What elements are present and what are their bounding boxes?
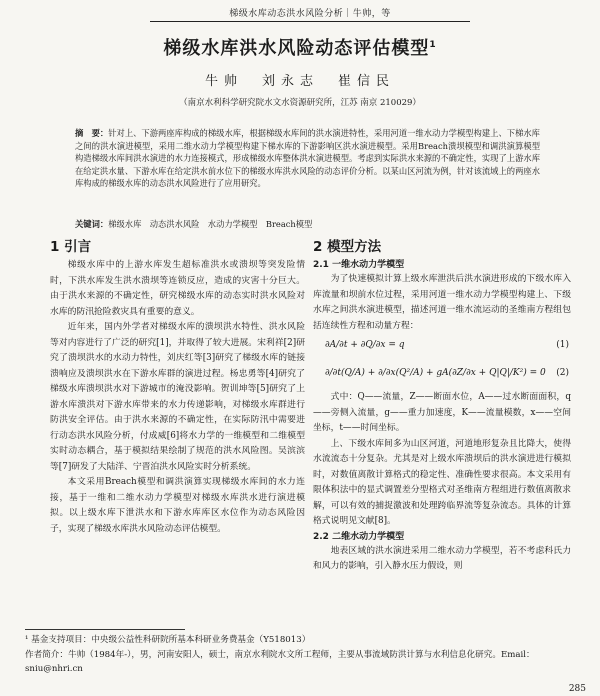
- model-1d-paragraph-1: 为了快速模拟计算上级水库泄洪后洪水演进形成的下级水库入库流量和坝前水位过程，采用河道一维水动力学模型构建上、下级水库之间洪水演进模型，描述河道一维水流运动的圣维南方程组包括连续性方程和动量方程：: [313, 274, 571, 331]
- equation-2-number: (2): [556, 368, 569, 378]
- model-1d-paragraph-3: 上、下级水库间多为山区河道，河道地形复杂且比降大，使得水流流态十分复杂。尤其是对上级水库溃坝后的洪水演进进行模拟时，对数值离散计算格式的稳定性、准确性要求很高。本文采用有限体积法中的显式调置差分型格式对圣维南方程组进行数值离散求解，可以有效的捕捉激波和处理跨临界流等复杂流态。具体的计算格式说明见文献[8]。: [313, 438, 571, 526]
- intro-paragraph-2: 近年来，国内外学者对梯级水库的溃坝洪水特性、洪水风险等对内容进行了广泛的研究[1]，并取得了较大进展。宋利祥[2]研究了溃坝洪水的水动力特性，刘庆红等[3]研究了梯级水库的链接溃响应及溃坝洪水在下游水库群的演进过程。杨忠勇等[4]研究了梯级水库溃坝洪水对下游城市的淹没影响。贺训坤等[5]研究了上游水库溃洪对下游水库带来的水力传递影响，对梯级水库群进行防洪安全评估。由于洪水来源的不确定性，在实际防汛中需要进行动态洪水风险分析，付成威[6]将水力学的一维模型和二维模型实时动态耦合，基于模拟结果绘制了规范的洪水风险图。吴滨滨等[7]研发了大陆洋、宁晋泊洪水风险实时分析系统。: [50, 322, 305, 472]
- right-column: [313, 236, 571, 575]
- keywords-label: 关键词：: [75, 219, 109, 229]
- section-1-heading: 1 引言: [50, 239, 92, 255]
- title-footnote-mark: 1: [429, 40, 437, 50]
- equation-2-formula: ∂/∂t(Q/A) + ∂/∂x(Q²/A) + gA(∂Z/∂x + Q|Q|/K²) = 0: [325, 368, 546, 378]
- footnotes: [25, 633, 585, 677]
- intro-paragraph-1: 梯级水库中的上游水库发生超标准洪水或溃坝等突发险情时，下洪水库发生洪水溃坝等连锁反应，造成的灾害十分巨大。由于洪水来源的不确定性，研究梯级水库的动态实时洪水风险对水库的防汛抢险救灾具有重要的意义。: [50, 260, 305, 317]
- affiliation: （南京水利科学研究院水文水资源研究所，江苏 南京 210029）: [179, 98, 421, 108]
- authors: 牛帅 刘永志 崔信民: [204, 74, 395, 89]
- equation-1: [313, 334, 571, 362]
- model-2d-paragraph: 地表区域的洪水演进采用二维水动力学模型，若不考虑科氏力和风力的影响，引入静水压力假设，则: [313, 545, 571, 571]
- paper-title-text: 梯级水库洪水风险动态评估模型: [163, 38, 430, 59]
- abstract-text: 针对上、下游两座库构成的梯级水库，根据梯级水库间的洪水演进特性，采用河道一维水动力学模型构建上、下梯水库之间的洪水演进模型，采用二维水动力学模型构建下梯水库的下游影响区洪水演进模型。采用Breach溃坝模型和调洪演算模型构造梯级水库间洪水演进的水力连接模式，形成梯级水库整体洪水演进模型。考虑到实际洪水来源的不确定性，实现了上游水库在给定洪水量、下游水库在给定洪水前水位下的梯级水库洪水风险的动态评价分析。以某山区河流为例，针对该流域上的两座水库构成的梯级水库的动态洪水风险进行了应用研究。: [75, 128, 540, 188]
- intro-paragraph-3: 本文采用Breach模型和调洪演算实现梯级水库间的水力连接，基于一维和二维水动力学模型对梯级水库洪水进行演进模拟。以上级水库下泄洪水和下游水库库区水位作为动态风险因子，实现了梯级水库洪水风险动态评估模型。: [50, 477, 305, 534]
- abstract-label: 摘 要：: [75, 128, 109, 138]
- fund-footnote: ¹ 基金支持项目：中央级公益性科研院所基本科研业务费基金（Y518013）: [25, 635, 311, 645]
- model-1d-paragraph-2: 式中：Q——流量，Z——断面水位，A——过水断面面积，q——旁侧入流量，g——重力加速度，K——流量模数，x——空间坐标，t——时间坐标。: [313, 392, 571, 433]
- section-2-heading: 2 模型方法: [313, 239, 382, 255]
- equation-1-formula: ∂A/∂t + ∂Q/∂x = q: [325, 340, 405, 350]
- author-footnote: 作者简介：牛帅（1984年-），男，河南安阳人，硕士，南京水利院水文所工程师，主要从事流域防洪计算与水利信息化研究。Email：sniu@nhri.cn: [25, 649, 535, 674]
- equation-2: [313, 362, 571, 390]
- abstract: [75, 127, 540, 190]
- running-header: 梯级水库动态洪水风险分析｜牛帅，等: [150, 6, 470, 22]
- left-column: [50, 236, 305, 537]
- subsection-2-1-heading: 2.1 一维水动力学模型: [313, 260, 405, 270]
- paper-title: [0, 34, 600, 60]
- subsection-2-2-heading: 2.2 二维水动力学模型: [313, 531, 405, 542]
- keywords-text: 梯级水库 动态洪水风险 水动力学模型 Breach模型: [108, 219, 313, 229]
- equation-1-number: (1): [556, 340, 569, 350]
- page-number: 285: [568, 684, 586, 694]
- footnote-divider: [25, 629, 185, 630]
- keywords: [75, 218, 540, 230]
